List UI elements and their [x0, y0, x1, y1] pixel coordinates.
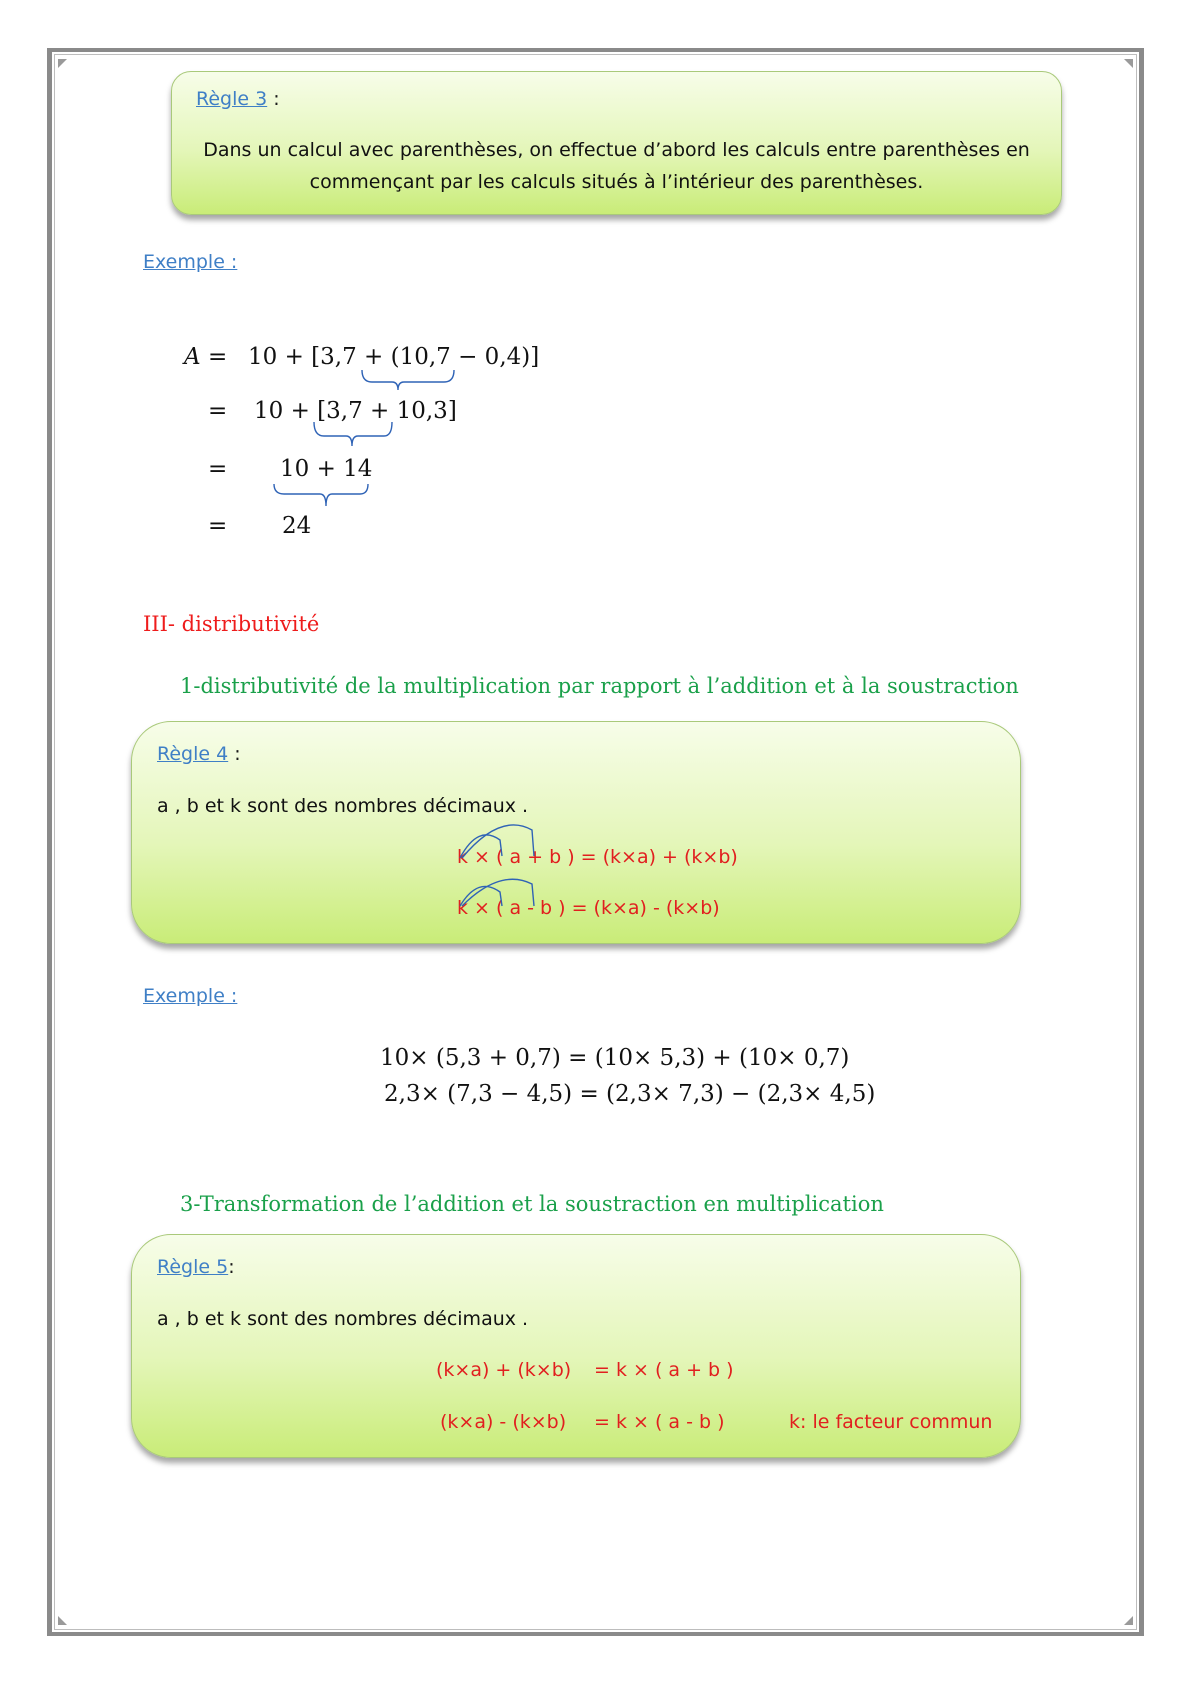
rule-5-formula-1-left: (k×a) + (k×b): [436, 1359, 572, 1381]
rule-4-formula-addition: k × ( a + b ) = (k×a) + (k×b): [457, 846, 738, 868]
section-3-title: III- distributivité: [143, 612, 320, 636]
calc-step-1-lhs: A =: [184, 344, 228, 370]
example-1-label: Exemple :: [143, 251, 238, 273]
corner-mark-bottom-left: [58, 1616, 67, 1625]
rule-4-formula-subtraction: k × ( a - b ) = (k×a) - (k×b): [457, 897, 720, 919]
rule-3-label: Règle 3: [196, 88, 268, 110]
rule-5-label: Règle 5: [157, 1256, 229, 1278]
corner-mark-bottom-right: [1124, 1616, 1133, 1625]
rule-4-title: [157, 743, 241, 765]
calc-step-3-expr: 10 + 14: [280, 456, 373, 482]
rule-5-formula-2-left: (k×a) - (k×b): [440, 1411, 567, 1433]
rule-4-colon: :: [228, 743, 241, 765]
example-2-label: Exemple :: [143, 985, 238, 1007]
rule-3-title: [196, 88, 280, 110]
rule-4-label: Règle 4: [157, 743, 229, 765]
rule-5-text: a , b et k sont des nombres décimaux .: [157, 1308, 529, 1330]
calc-step-4-expr: 24: [282, 513, 312, 539]
corner-mark-top-left: [58, 59, 67, 68]
rule-5-colon: :: [228, 1256, 235, 1278]
subsection-1-title: 1-distributivité de la multiplication par rapport à l’addition et à la soustraction: [180, 674, 1019, 698]
rule-3-colon: :: [267, 88, 280, 110]
calc-step-2-expr: 10 + [3,7 + 10,3]: [254, 398, 457, 424]
rule-4-text: a , b et k sont des nombres décimaux .: [157, 795, 529, 817]
rule-5-formula-1-right: = k × ( a + b ): [594, 1359, 734, 1381]
rule-3-line-2: commençant par les calculs situés à l’intérieur des parenthèses.: [309, 171, 924, 193]
rule-5-note: k: le facteur commun: [789, 1411, 993, 1433]
rule-5-title: [157, 1256, 235, 1278]
subsection-3-title: 3-Transformation de l’addition et la soustraction en multiplication: [180, 1192, 884, 1216]
calc-step-1-expr: 10 + [3,7 + (10,7 − 0,4)]: [248, 344, 540, 370]
example-2-line-2: 2,3× (7,3 − 4,5) = (2,3× 7,3) − (2,3× 4,5): [384, 1081, 876, 1107]
rule-5-formula-2-right: = k × ( a - b ): [594, 1411, 725, 1433]
example-2-line-1: 10× (5,3 + 0,7) = (10× 5,3) + (10× 0,7): [380, 1045, 850, 1071]
calc-step-4-eq: =: [208, 513, 228, 539]
calc-step-3-eq: =: [208, 456, 228, 482]
calc-step-2-eq: =: [208, 398, 228, 424]
rule-3-line-1: Dans un calcul avec parenthèses, on effectue d’abord les calculs entre parenthèses en: [203, 139, 1030, 161]
corner-mark-top-right: [1124, 59, 1133, 68]
